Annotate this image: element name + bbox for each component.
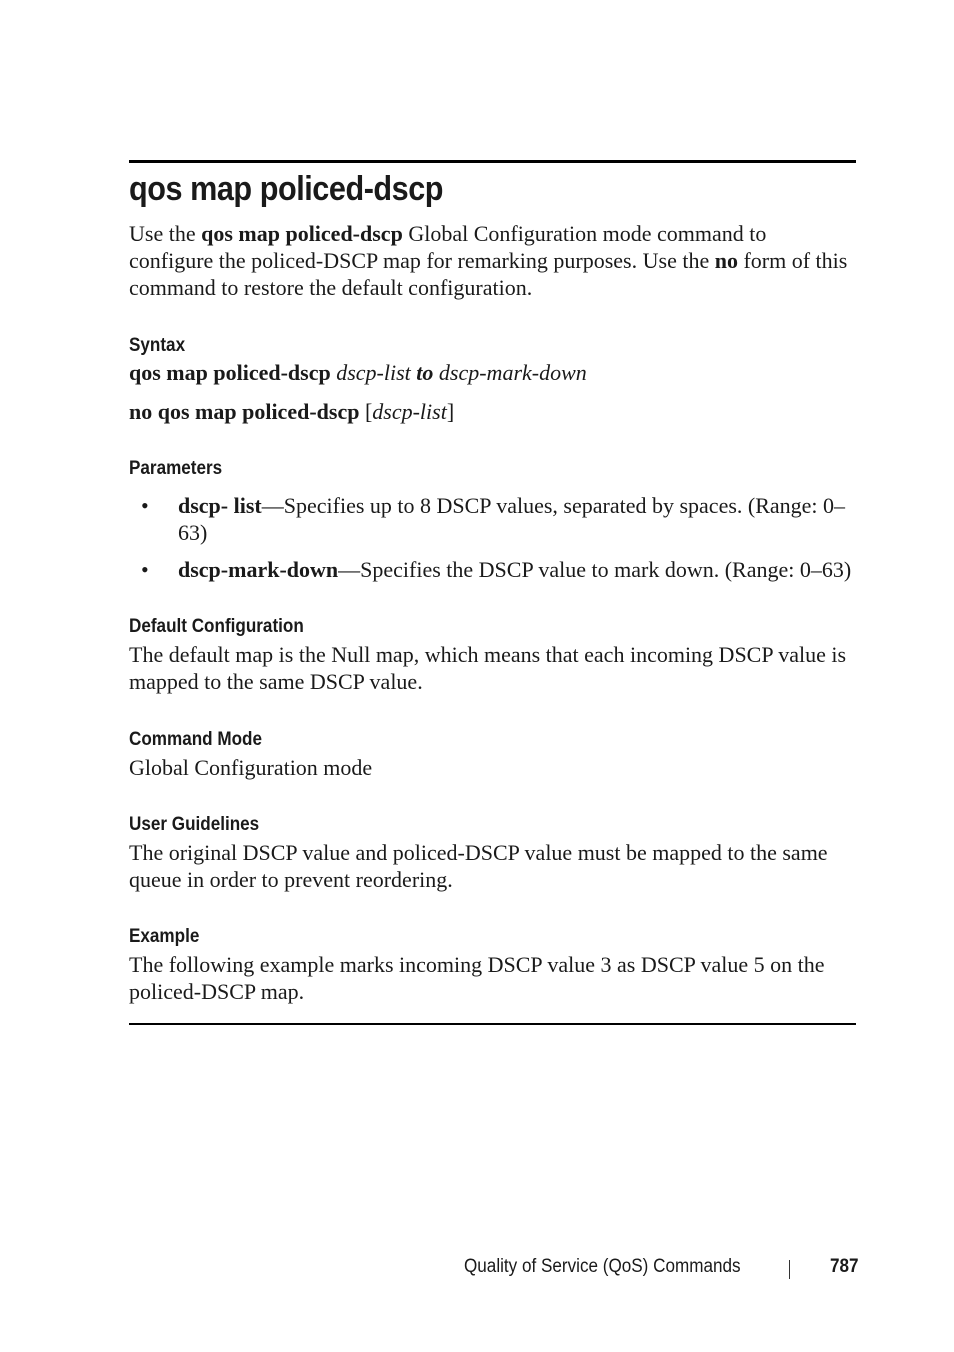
syntax-no-command: no qos map policed-dscp (129, 399, 360, 424)
syntax-no-arg-dscp-list: dscp-list (372, 399, 447, 424)
parameters-heading: Parameters (129, 458, 223, 479)
intro-no-keyword: no (714, 248, 738, 273)
command-mode-heading: Command Mode (129, 729, 263, 750)
bullet-marker: • (141, 493, 149, 518)
example-heading: Example (129, 926, 200, 947)
syntax-line-1 (129, 359, 587, 386)
bullet-marker: • (141, 557, 149, 582)
parameter-item-dscp-mark-down (178, 556, 858, 583)
user-guidelines-text: The original DSCP value and policed-DSCP value must be mapped to the same queue in order to prevent reordering. (129, 840, 828, 892)
default-configuration-text: The default map is the Null map, which means that each incoming DSCP value is mapped to the same DSCP value. (129, 642, 847, 694)
footer-section-title: Quality of Service (QoS) Commands (464, 1256, 741, 1277)
syntax-bracket-open: [ (359, 399, 373, 424)
intro-paragraph (129, 220, 856, 301)
page-title: qos map policed-dscp (129, 170, 444, 208)
page-number: 787 (830, 1256, 859, 1277)
parameter-name: dscp- list (178, 493, 262, 518)
intro-text-3: form of this command to restore the default configuration. (129, 248, 848, 300)
command-mode-text: Global Configuration mode (129, 755, 373, 780)
syntax-arg-dscp-list: dscp-list (336, 360, 411, 385)
parameter-name: dscp-mark-down (178, 557, 339, 582)
footer-separator (789, 1260, 790, 1279)
top-rule (129, 160, 856, 163)
syntax-line-2 (129, 398, 454, 425)
bottom-rule (129, 1023, 856, 1025)
syntax-bracket-close: ] (446, 399, 455, 424)
syntax-command: qos map policed-dscp (129, 360, 331, 385)
parameter-item-dscp-list (178, 492, 858, 546)
intro-text-2: Global Configuration mode command to configure the policed-DSCP map for remarking purposes. Use the (129, 221, 767, 273)
syntax-keyword-to: to (416, 360, 434, 385)
intro-text-1: Use the (129, 221, 202, 246)
syntax-arg-dscp-mark-down: dscp-mark-down (438, 360, 587, 385)
syntax-heading: Syntax (129, 335, 186, 356)
default-configuration-heading: Default Configuration (129, 616, 304, 637)
intro-command: qos map policed-dscp (201, 221, 403, 246)
parameter-description: —Specifies the DSCP value to mark down. (Range: 0–63) (338, 557, 852, 582)
user-guidelines-heading: User Guidelines (129, 814, 260, 835)
example-text: The following example marks incoming DSCP value 3 as DSCP value 5 on the policed-DSCP map. (129, 952, 825, 1004)
parameter-description: —Specifies up to 8 DSCP values, separated by spaces. (Range: 0–63) (178, 493, 846, 545)
